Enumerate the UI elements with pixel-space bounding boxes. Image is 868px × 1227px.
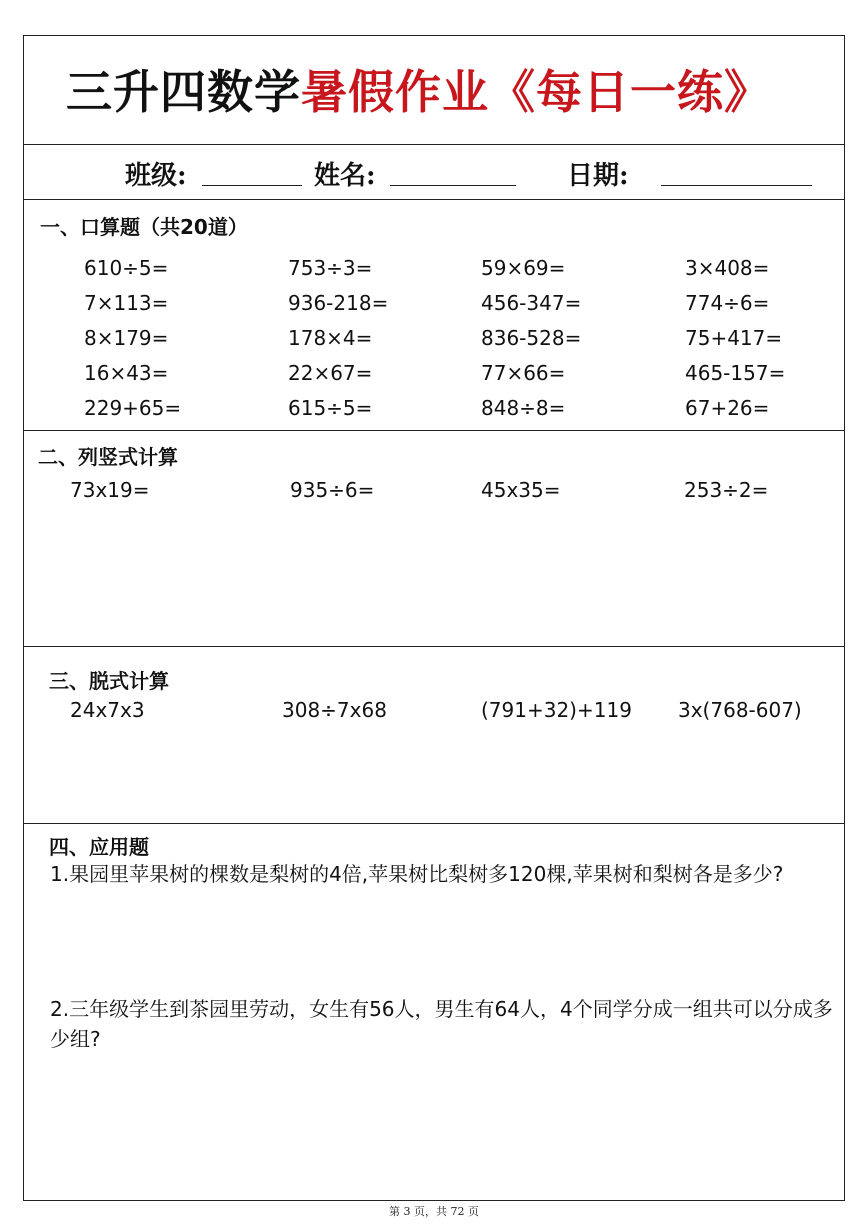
problem: 24x7x3 [70,698,145,722]
problem: 22×67= [288,361,373,385]
date-blank[interactable] [661,185,812,186]
student-info-row [24,145,844,200]
problem: 67+26= [685,396,770,420]
problem: 465-157= [685,361,786,385]
word-problem-2: 2.三年级学生到茶园里劳动，女生有56人，男生有64人，4个同学分成一组共可以分成多少组? [50,997,833,1051]
title-row [24,36,844,145]
problem: 610÷5= [84,256,169,280]
problem: 77×66= [481,361,566,385]
problem: 753÷3= [288,256,373,280]
section-title: 一、口算题（共20道） [40,215,248,239]
problem: 615÷5= [288,396,373,420]
problem: 836-528= [481,326,582,350]
problem: 936-218= [288,291,389,315]
problem: 59×69= [481,256,566,280]
title-grade: 三升四数学 [66,65,301,119]
problem: (791+32)+119 [481,698,632,722]
problem: 178×4= [288,326,373,350]
problem: 7×113= [84,291,169,315]
section-word-problems [24,824,844,1200]
problem: 308÷7x68 [282,698,387,722]
title-subject: 暑假作业《每日一练》 [301,65,771,119]
class-label: 班级: [125,161,187,191]
problem: 848÷8= [481,396,566,420]
word-problem-1: 1.果园里苹果树的棵数是梨树的4倍,苹果树比梨树多120棵,苹果树和梨树各是多少? [50,862,784,886]
problem: 3x(768-607) [678,698,802,722]
problem: 73x19= [70,478,150,502]
date-label: 日期: [567,161,629,191]
problem: 456-347= [481,291,582,315]
section-mental-math [24,200,844,431]
section-title: 二、列竖式计算 [38,445,178,469]
problem: 774÷6= [685,291,770,315]
problem: 16×43= [84,361,169,385]
name-blank[interactable] [390,185,516,186]
section-title: 四、应用题 [49,835,149,859]
name-label: 姓名: [314,161,376,191]
problem: 45x35= [481,478,561,502]
class-blank[interactable] [202,185,302,186]
problem: 3×408= [685,256,770,280]
problem: 229+65= [84,396,182,420]
problem: 253÷2= [684,478,769,502]
problem: 75+417= [685,326,783,350]
section-title: 三、脱式计算 [49,669,169,693]
problem: 935÷6= [290,478,375,502]
section-vertical-calc [24,431,844,647]
page-title [66,56,771,122]
worksheet [23,35,845,1201]
problem: 8×179= [84,326,169,350]
section-step-calc [24,647,844,824]
page-footer: 第 3 页，共 72 页 [389,1205,479,1218]
